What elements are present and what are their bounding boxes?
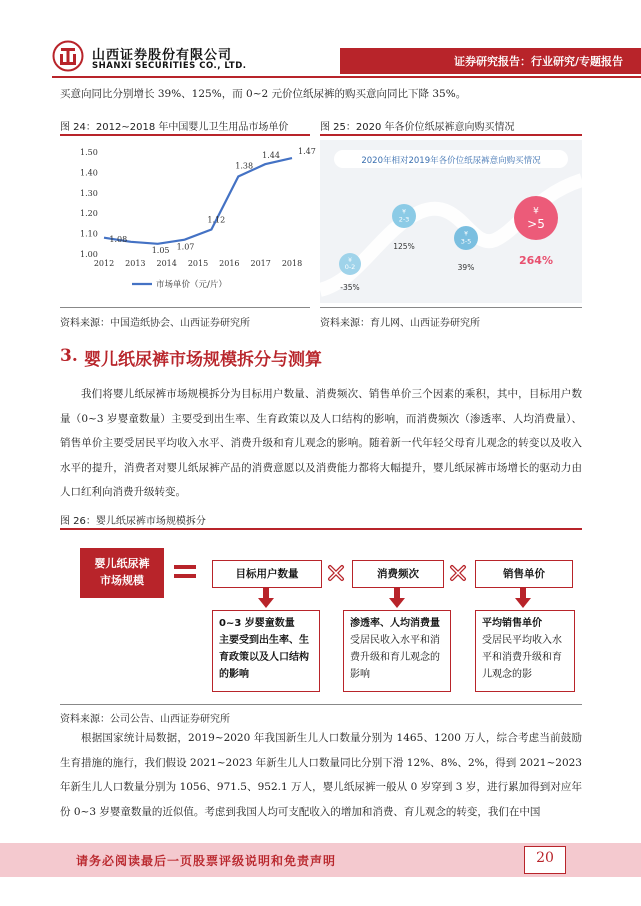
data-label: 1.47 bbox=[298, 147, 316, 157]
data-label: 1.05 bbox=[151, 245, 170, 255]
arrow-down-icon bbox=[515, 588, 531, 608]
x-tick-label: 2016 bbox=[219, 259, 240, 268]
detail-users-head: 0~3 岁婴童数量 bbox=[219, 618, 295, 629]
factor-price-box bbox=[475, 560, 573, 588]
price-range-label: 0-2 bbox=[344, 262, 356, 271]
company-name-cn: 山西证券股份有限公司 bbox=[92, 48, 233, 63]
data-label: 1.08 bbox=[109, 234, 128, 244]
report-tag: 证券研究报告：行业研究/专题报告 bbox=[453, 55, 623, 68]
price-range-label: >5 bbox=[527, 216, 545, 231]
y-tick-label: 1.50 bbox=[80, 148, 98, 157]
multiply-icon bbox=[327, 564, 345, 582]
data-label: 1.07 bbox=[176, 242, 195, 252]
detail-freq-box bbox=[343, 610, 451, 692]
company-name-en: SHANXI SECURITIES CO., LTD. bbox=[92, 61, 247, 71]
arrow-down-icon bbox=[258, 588, 274, 608]
legend-label: 市场单价（元/片） bbox=[156, 280, 227, 290]
paragraph-1 bbox=[60, 382, 582, 505]
yen-symbol: ¥ bbox=[533, 206, 539, 217]
fig24-title: 图 24：2012~2018 年中国婴儿卫生用品市场单价 bbox=[60, 122, 289, 133]
y-tick-label: 1.40 bbox=[80, 168, 98, 178]
fig26-title: 图 26：婴儿纸尿裤市场规模拆分 bbox=[60, 516, 206, 527]
fig24-source: 资料来源：中国造纸协会、山西证券研究所 bbox=[60, 318, 250, 329]
market-size-box bbox=[80, 548, 164, 598]
paragraph-2 bbox=[60, 726, 582, 824]
multiply-icon bbox=[449, 564, 467, 582]
change-value-label: -35% bbox=[340, 283, 360, 292]
x-tick-label: 2017 bbox=[250, 259, 271, 268]
detail-freq-head: 渗透率、人均消费量 bbox=[350, 618, 440, 629]
data-label: 1.38 bbox=[235, 161, 254, 171]
yen-symbol: ¥ bbox=[464, 230, 468, 238]
fig24-title-rule bbox=[60, 134, 310, 136]
paragraph-1-text: 我们将婴儿纸尿裤市场规模拆分为目标用户数量、消费频次、销售单价三个因素的乘积，其中，目标用户数量（0~3 岁婴童数量）主要受到出生率、生育政策以及人口结构的影响，而消费频次（渗透率、人均消费量）、销售单价主要受居民平均收入水平、消费升级和育儿观念的影响。随着新一代年轻父母育儿观念的转变以及收入水平的提升，消费者对婴儿纸尿裤产品的消费意愿以及消费能力都将大幅提升，婴儿纸尿裤市场增长的驱动力由人口红利向消费升级转变。 bbox=[60, 388, 582, 498]
fig26-source-rule bbox=[60, 704, 582, 705]
fig26-title-rule bbox=[60, 528, 582, 530]
fig25-title: 图 25：2020 年各价位纸尿裤意向购买情况 bbox=[320, 122, 515, 133]
detail-users-body: 主要受到出生率、生育政策以及人口结构的影响 bbox=[219, 635, 309, 680]
y-tick-label: 1.20 bbox=[80, 209, 98, 219]
yen-symbol: ¥ bbox=[402, 208, 406, 216]
factor-users-label: 目标用户数量 bbox=[235, 568, 299, 580]
data-label: 1.44 bbox=[262, 151, 280, 161]
arrow-down-icon bbox=[389, 588, 405, 608]
equals-sign-top bbox=[174, 565, 196, 569]
x-tick-label: 2012 bbox=[93, 259, 115, 268]
detail-price-box bbox=[475, 610, 575, 692]
x-tick-label: 2018 bbox=[281, 259, 303, 268]
header-divider bbox=[52, 76, 641, 78]
data-label: 1.12 bbox=[207, 215, 226, 225]
change-value-label: 39% bbox=[457, 263, 475, 272]
change-value-label: 125% bbox=[393, 242, 415, 251]
series-line bbox=[104, 158, 292, 244]
factor-price-label: 销售单价 bbox=[503, 568, 545, 580]
y-tick-label: 1.30 bbox=[80, 188, 98, 198]
footer-disclaimer: 请务必阅读最后一页股票评级说明和免责声明 bbox=[76, 854, 337, 868]
market-size-label: 婴儿纸尿裤市场规模 bbox=[94, 557, 150, 587]
fig24-chart bbox=[60, 140, 316, 300]
fig25-chart-title: 2020年相对2019年各价位纸尿裤意向购买情况 bbox=[361, 156, 541, 166]
fig25-chart bbox=[320, 140, 582, 303]
y-tick-label: 1.00 bbox=[80, 250, 98, 259]
x-tick-label: 2013 bbox=[125, 259, 146, 268]
fig25-source-rule bbox=[320, 307, 582, 308]
fig24-source-rule bbox=[60, 307, 310, 308]
change-value-label: 264% bbox=[519, 254, 553, 267]
factor-freq-label: 消费频次 bbox=[377, 568, 419, 580]
factor-users-box bbox=[212, 560, 322, 588]
x-tick-label: 2015 bbox=[187, 259, 209, 268]
x-tick-label: 2014 bbox=[156, 259, 177, 268]
detail-price-body: 受居民平均收入水平和消费升级和育儿观念的影 bbox=[482, 635, 562, 680]
price-range-label: 3-5 bbox=[460, 237, 472, 246]
section-title: 婴儿纸尿裤市场规模拆分与测算 bbox=[84, 350, 322, 370]
fig26-source: 资料来源：公司公告、山西证券研究所 bbox=[60, 714, 230, 725]
y-tick-label: 1.10 bbox=[80, 229, 98, 239]
fig25-title-rule bbox=[320, 134, 582, 136]
equals-sign-bottom bbox=[174, 574, 196, 578]
page-number: 20 bbox=[536, 850, 554, 866]
factor-freq-box bbox=[352, 560, 444, 588]
detail-price-head: 平均销售单价 bbox=[482, 618, 542, 629]
company-logo bbox=[52, 40, 84, 72]
fig25-source: 资料来源：育儿网、山西证券研究所 bbox=[320, 318, 480, 329]
price-range-label: 2-3 bbox=[398, 215, 410, 224]
intro-line: 买意向同比分别增长 39%、125%，而 0~2 元价位纸尿裤的购买意向同比下降 35%。 bbox=[60, 88, 467, 100]
detail-freq-body: 受居民收入水平和消费升级和育儿观念的影响 bbox=[350, 635, 440, 680]
paragraph-2-text: 根据国家统计局数据，2019~2020 年我国新生儿人口数量分别为 1465、1200 万人，综合考虑当前鼓励生育措施的施行，我们假设 2021~2023 年新生儿人口数量同比分别下滑 12%、8%、2%，得到 2021~2023 年新生儿人口数量分别为 1056、971.5、952.1 万人，婴儿纸尿裤一般从 0 岁穿到 3 岁，进行累加得到对应年份 0~3 岁婴童数量的近似值。考虑到我国人均可支配收入的增加和消费、育儿观念的转变，我们在中国 bbox=[60, 732, 582, 818]
section-number: 3. bbox=[60, 346, 78, 366]
yen-symbol: ¥ bbox=[348, 256, 352, 264]
detail-users-box bbox=[212, 610, 320, 692]
